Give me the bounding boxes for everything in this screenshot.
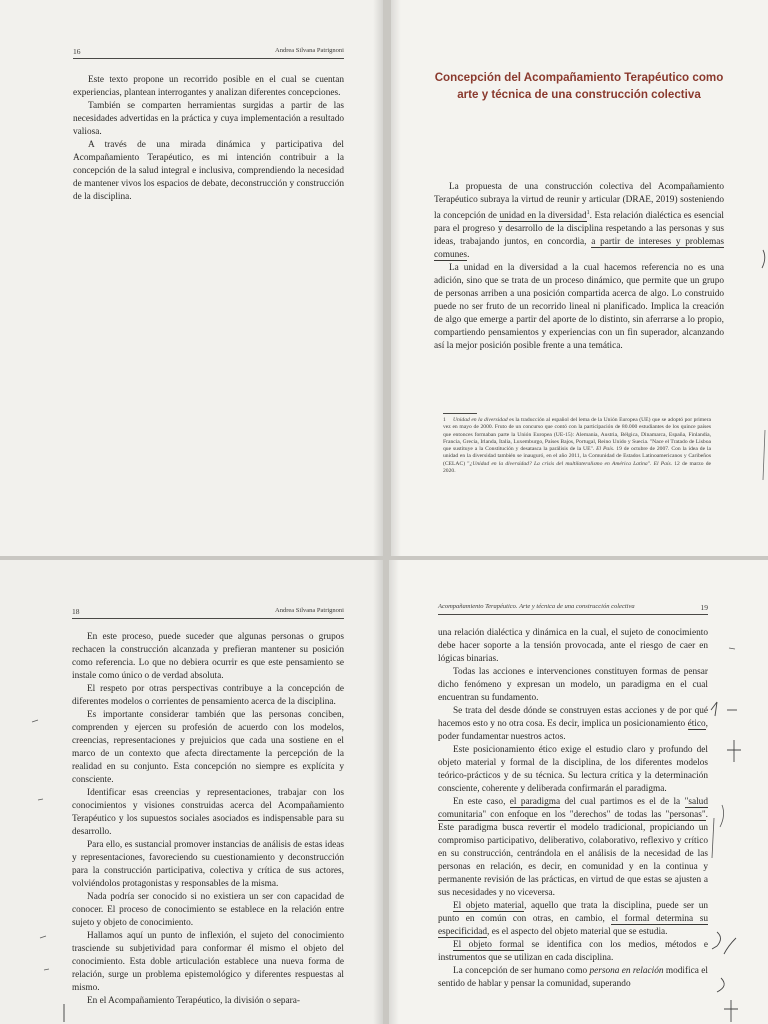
paragraph: En el Acompañamiento Terapéutico, la división o separa- [87,996,300,1006]
running-header-author: Andrea Silvana Patrignoni [275,47,344,54]
paragraph: Es importante considerar también que las personas conciben, comprenden y ejercen su profesión de acuerdo con los modelos, creencias, representaciones y prejuicios que cada una sostiene en el marco de un contexto que afecta directamente la percepción de la realidad en su conjunto. Esta concepción no siempre es explícita y consciente. [72,710,344,785]
paragraph: Para ello, es sustancial promover instancias de análisis de estas ideas y representaciones, favoreciendo su cuestionamiento y deconstrucción para la construcción participativa, colectiva y crítica de sus actores, volviéndolos protagonistas y responsables de la misma. [72,840,344,889]
paragraph: También se comparten herramientas surgidas a partir de las necesidades advertidas en la práctica y cuya implementación a resultado valiosa. [73,101,344,137]
gutter-shadow [389,560,399,1024]
page-19 [389,560,768,1024]
paragraph: La unidad en la diversidad a la cual hacemos referencia no es una adición, sino que se trata de un proceso dinámico, que permite que un grupo de personas arriben a una posición compartida acerca de algo. Lo construido puede no ser fruto de un recorrido lineal ni planificado. Implica la creación de algo que emerge a partir del aporte de lo distinto, sin aferrarse a lo propio, compartiendo pensamientos y experiencias con un fin superador, alcanzando así la mejor posición posible frente a una temática. [434,263,724,352]
paragraph: A través de una mirada dinámica y participativa del Acompañamiento Terapéutico, es mi intención contribuir a la concepción de la salud integral e inclusiva, comprendiendo la necesidad de mantener vivos los espacios de debate, deconstrucción y construcción de la disciplina. [73,140,344,202]
header-rule [73,58,344,59]
header-rule [438,614,708,615]
paragraph: Este posicionamiento ético exige el estudio claro y profundo del objeto material y formal de la disciplina, de los diferentes modelos teórico-prácticos y de su técnica. Su lectura crítica y la determinación consciente, coherente y deliberada confirmarán el paradigma. [438,745,708,794]
footnote: 1 Unidad en la diversidad es la traducción al español del lema de la Unión Europea (UE) que se adoptó por primera vez en mayo de 2000. Fruto de un concurso que contó con la participación de 80.000 estudiantes de los quince países que entonces formaban parte la Unión Europea (UE-15): Alemania, Austria, Bélgica, Dinamarca, España, Finlandia, Francia, Grecia, Irlanda, Italia, Luxemburgo, Países Bajos, Portugal, Reino Unido y Suecia. "Nace el Tratado de Lisboa que sustituye a la Constitución y desatasca la parálisis de la UE". El País. 19 de octubre de 2007. Con la idea de la unidad en la diversidad también se inauguró, en el año 2011, la Comunidad de Estados Latinoamericanos y Caribeños (CELAC) "¿Unidad en la diversidad? La crisis del multilateralismo en América Latina". El País. 12 de marzo de 2020. [443,413,711,475]
footnote-number: 1 [443,417,446,423]
page-18 [0,560,383,1024]
page-16 [0,0,383,556]
paragraph: El respeto por otras perspectivas contribuye a la concepción de diferentes modelos o corrientes de pensamiento acerca de la disciplina. [72,684,344,707]
paragraph: La propuesta de una construcción colectiva del Acompañamiento Terapéutico subraya la virtud de reunir y articular (DRAE, 2019) sosteniendo la concepción de unidad en la diversidad$^1$. Esta relación dialéctica es esencial para el progreso y desarrollo de la disciplina respetando a las personas y sus ideas, trabajando juntos, en concordia, a partir de intereses y problemas comunes. [434,182,724,261]
underlined-text: el paradigma [509,797,561,807]
paragraph: Identificar esas creencias y representaciones, trabajar con los conocimientos y visiones construidas acerca del Acompañamiento Terapéutico y los supuestos sociales asociados es indispensable para su desarrollo. [72,788,344,837]
underlined-text: El objeto formal [453,940,525,950]
underlined-text: unidad en la diversidad [499,211,587,222]
page-body [438,627,708,991]
paragraph: Este texto propone un recorrido posible en el cual se cuentan experiencias, plantean interrogantes y analizan diferentes concepciones. [73,75,344,98]
paragraph: El objeto material, aquello que trata la disciplina, puede ser un punto en común con otras, en cambio, el formal determina su especificidad, es el aspecto del objeto material que se estudia. [438,901,708,937]
page-number: 18 [72,607,80,616]
gutter-shadow [373,560,383,1024]
footnote-ref: 1 [586,210,590,216]
running-header-author: Andrea Silvana Patrignoni [275,607,344,614]
footnote-rule [443,413,477,414]
paragraph: La concepción de ser humano como persona en relación modifica el sentido de hablar y pensar la comunidad, superando [438,966,708,989]
chapter-title: Concepción del Acompañamiento Terapéutico como arte y técnica de una construcción colectiva [434,71,724,101]
paragraph: En este proceso, puede suceder que algunas personas o grupos rechacen la construcción alcanzada y prefieran mantener su posición como referencia. Lo que no debiera ocurrir es que este pensamiento se instale como único o de verdad absoluta. [72,632,344,681]
paragraph: El objeto formal se identifica con los medios, métodos e instrumentos que se utilizan en cada disciplina. [438,940,708,963]
page-body [434,181,724,353]
page-body [73,74,344,204]
underlined-text: el formal determina su especificidad [438,914,708,937]
page-17 [391,0,768,556]
paragraph: Se trata del desde dónde se construyen estas acciones y de por qué hacemos esto y no otra cosa. Es decir, implica un posicionamiento ético, poder fundamentar nuestros actos. [438,706,708,742]
paragraph: En este caso, el paradigma del cual partimos es el de la "salud comunitaria" con enfoque en los "derechos" de todas las "personas". Este paradigma busca revertir el modelo tradicional, propiciando un compromiso participativo, deliberativo, colaborativo, reflexivo y crítico en su construcción, centrándola en el análisis de la necesidad de las personas en relación, es decir, en comunidad y en la continua y permanente revisión de las prácticas, en virtud de que estas se ajusten a sus necesidades y no viceversa. [438,797,708,898]
gutter-shadow [373,0,383,556]
gutter-shadow [391,0,401,556]
underlined-text: El objeto material [453,901,525,911]
paragraph: una relación dialéctica y dinámica en la cual, el sujeto de conocimiento debe hacer soporte a la tensión provocada, ante el riesgo de caer en lógicas binarias. [438,628,708,664]
page-number: 19 [700,603,708,612]
paragraph: Todas las acciones e intervenciones constituyen formas de pensar dicho fenómeno y expresan un modelo, un paradigma en el cual encuentran su fundamento. [438,667,708,703]
header-rule [72,618,344,619]
underlined-text: ético [687,719,706,729]
paragraph: Nada podría ser conocido si no existiera un ser con capacidad de conocer. El proceso de conocimiento se establece en la relación entre sujeto y objeto de conocimiento. [72,892,344,928]
page-number: 16 [73,47,81,56]
page-body [72,631,344,1008]
running-header-title: Acompañamiento Terapéutico. Arte y técnica de una construcción colectiva [438,603,635,610]
underlined-text: "salud comunitaria" con enfoque en los "derechos" de todas las "personas" [438,797,708,820]
paragraph: Hallamos aquí un punto de inflexión, el sujeto del conocimiento trasciende su subjetividad para conformar él mismo el objeto del conocimiento. Esta doble articulación establece una nueva forma de relación, surge un problema epistemológico y diferentes respuestas al mismo. [72,931,344,993]
underlined-text: a partir de intereses y problemas comunes [434,237,724,261]
